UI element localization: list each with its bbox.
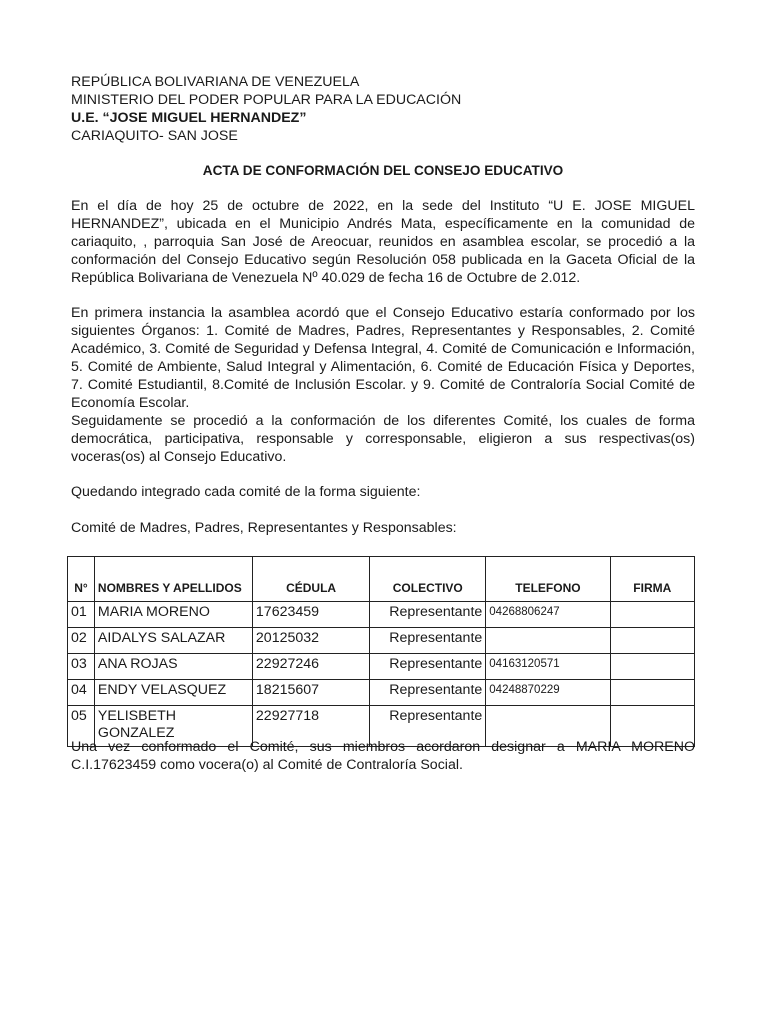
header-republic: REPÚBLICA BOLIVARIANA DE VENEZUELA xyxy=(71,74,360,90)
cell-id: 22927718 xyxy=(252,706,369,747)
cell-num: 02 xyxy=(68,628,95,654)
cell-phone: 04163120571 xyxy=(486,654,610,680)
closing-paragraph: Una vez conformado el Comité, sus miembros acordaron designar a MARIA MORENO C.I.17623459 como vocera(o) al Comité de Contraloría Social. xyxy=(71,739,695,773)
document-title: ACTA DE CONFORMACIÓN DEL CONSEJO EDUCATIVO xyxy=(202,163,564,178)
header-group: COLECTIVO xyxy=(370,557,486,602)
table-row xyxy=(68,602,695,628)
paragraph-election: Seguidamente se procedió a la conformación de los diferentes Comité, los cuales de forma democrática, participativa, responsable y corresponsable, eligieron a sus respectivas(os) voceras(os) al Consejo Educativo. xyxy=(71,413,695,465)
members-table xyxy=(67,556,695,747)
cell-num: 01 xyxy=(68,602,95,628)
cell-phone: 04268806247 xyxy=(486,602,610,628)
table-row xyxy=(68,628,695,654)
cell-sign xyxy=(610,628,694,654)
cell-name: AIDALYS SALAZAR xyxy=(94,628,252,654)
header-name: NOMBRES Y APELLIDOS xyxy=(94,557,252,602)
cell-group: Representante xyxy=(370,654,486,680)
table-header-row xyxy=(68,557,695,602)
header-ministry: MINISTERIO DEL PODER POPULAR PARA LA EDUCACIÓN xyxy=(71,92,462,108)
cell-num: 03 xyxy=(68,654,95,680)
cell-sign xyxy=(610,602,694,628)
cell-group: Representante xyxy=(370,628,486,654)
table-row xyxy=(68,680,695,706)
paragraph-intro: En el día de hoy 25 de octubre de 2022, en la sede del Instituto “U E. JOSE MIGUEL HERNANDEZ”, ubicada en el Municipio Andrés Mata, específicamente en la comunidad de cariaquito, , parroquia San José de Areocuar, reunidos en asamblea escolar, se procedió a la conformación del Consejo Educativo según Resolución 058 publicada en la Gaceta Oficial de la República Bolivariana de Venezuela Nº 40.029 de fecha 16 de Octubre de 2.012. xyxy=(71,198,695,286)
cell-name: ANA ROJAS xyxy=(94,654,252,680)
cell-phone: 04248870229 xyxy=(486,680,610,706)
header-school: U.E. “JOSE MIGUEL HERNANDEZ” xyxy=(71,110,307,126)
document-body xyxy=(71,73,695,537)
cell-id: 20125032 xyxy=(252,628,369,654)
cell-id: 17623459 xyxy=(252,602,369,628)
cell-name: ENDY VELASQUEZ xyxy=(94,680,252,706)
header-phone: TELEFONO xyxy=(486,557,610,602)
paragraph-organs: En primera instancia la asamblea acordó que el Consejo Educativo estaría conformado por los siguientes Órganos: 1. Comité de Madres, Padres, Representantes y Responsables, 2. Comité Académico, 3. Comité de Seguridad y Defensa Integral, 4. Comité de Comunicación e Información, 5. Comité de Ambiente, Salud Integral y Alimentación, 6. Comité de Educación Física y Deportes, 7. Comité Estudiantil, 8.Comité de Inclusión Escolar. y 9. Comité de Contraloría Social Comité de Economía Escolar. xyxy=(71,305,695,411)
committee-heading: Comité de Madres, Padres, Representantes y Responsables: xyxy=(71,520,457,536)
header-id: CÉDULA xyxy=(252,557,369,602)
header-sign: FIRMA xyxy=(610,557,694,602)
cell-num: 04 xyxy=(68,680,95,706)
cell-id: 18215607 xyxy=(252,680,369,706)
cell-phone xyxy=(486,628,610,654)
cell-id: 22927246 xyxy=(252,654,369,680)
cell-name: YELISBETH GONZALEZ xyxy=(94,706,252,747)
cell-num: 05 xyxy=(68,706,95,747)
cell-sign xyxy=(610,680,694,706)
cell-group: Representante xyxy=(370,602,486,628)
cell-sign xyxy=(610,654,694,680)
cell-group: Representante xyxy=(370,680,486,706)
header-location: CARIAQUITO- SAN JOSE xyxy=(71,128,238,144)
paragraph-integration: Quedando integrado cada comité de la forma siguiente: xyxy=(71,484,421,500)
cell-name: MARIA MORENO xyxy=(94,602,252,628)
table-row xyxy=(68,654,695,680)
header-num: N° xyxy=(68,557,95,602)
cell-group: Representante xyxy=(370,706,486,747)
